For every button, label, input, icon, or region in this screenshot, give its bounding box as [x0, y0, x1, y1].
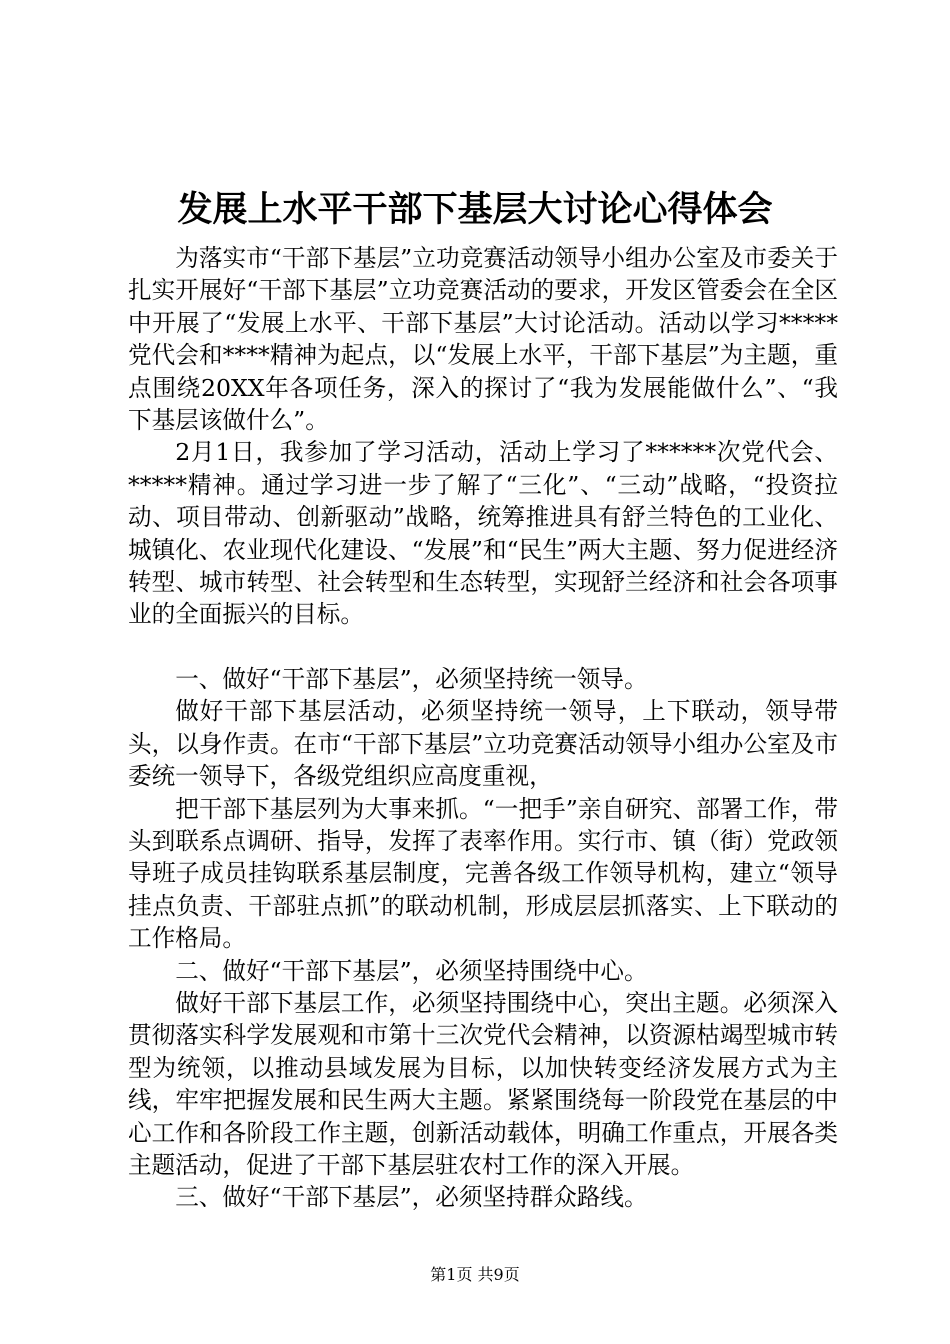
- document-title: 发展上水平干部下基层大讨论心得体会: [177, 189, 773, 230]
- document-body: [128, 242, 838, 1214]
- paragraph-section-1a: 做好干部下基层活动，必须坚持统一领导，上下联动，领导带头，以身作责。在市“干部下基层”立功竞赛活动领导小组办公室及市委统一领导下，各级党组织应高度重视，: [128, 697, 838, 791]
- section-heading-2: 二、做好“干部下基层”，必须坚持围绕中心。: [175, 956, 648, 985]
- page-number: 第1页 共9页: [430, 1265, 520, 1284]
- section-heading-1: 一、做好“干部下基层”，必须坚持统一领导。: [175, 664, 648, 693]
- paragraph-study: 2月1日，我参加了学习活动，活动上学习了******次党代会、*****精神。通过学习进一步了解了“三化”、“三动”战略，“投资拉动、项目带动、创新驱动”战略，统筹推进具有舒兰特色的工业化、城镇化、农业现代化建设、“发展”和“民生”两大主题、努力促进经济转型、城市转型、社会转型和生态转型，实现舒兰经济和社会各项事业的全面振兴的目标。: [128, 438, 838, 629]
- paragraph-section-2: 做好干部下基层工作，必须坚持围绕中心，突出主题。必须深入贯彻落实科学发展观和市第十三次党代会精神，以资源枯竭型城市转型为统领，以推动县域发展为目标，以加快转变经济发展方式为主线，牢牢把握发展和民生两大主题。紧紧围绕每一阶段党在基层的中心工作和各阶段工作主题，创新活动载体，明确工作重点，开展各类主题活动，促进了干部下基层驻农村工作的深入开展。: [128, 988, 838, 1179]
- paragraph-section-1b: 把干部下基层列为大事来抓。“一把手”亲自研究、部署工作，带头到联系点调研、指导，发挥了表率作用。实行市、镇（街）党政领导班子成员挂钩联系基层制度，完善各级工作领导机构，建立“领导挂点负责、干部驻点抓”的联动机制，形成层层抓落实、上下联动的工作格局。: [128, 794, 838, 953]
- paragraph-intro: 为落实市“干部下基层”立功竞赛活动领导小组办公室及市委关于扎实开展好“干部下基层”立功竞赛活动的要求，开发区管委会在全区中开展了“发展上水平、干部下基层”大讨论活动。活动以学习*****党代会和****精神为起点，以“发展上水平，干部下基层”为主题，重点围绕20XX年各项任务，深入的探讨了“我为发展能做什么”、“我下基层该做什么”。: [128, 244, 838, 435]
- section-heading-3: 三、做好“干部下基层”，必须坚持群众路线。: [175, 1183, 648, 1212]
